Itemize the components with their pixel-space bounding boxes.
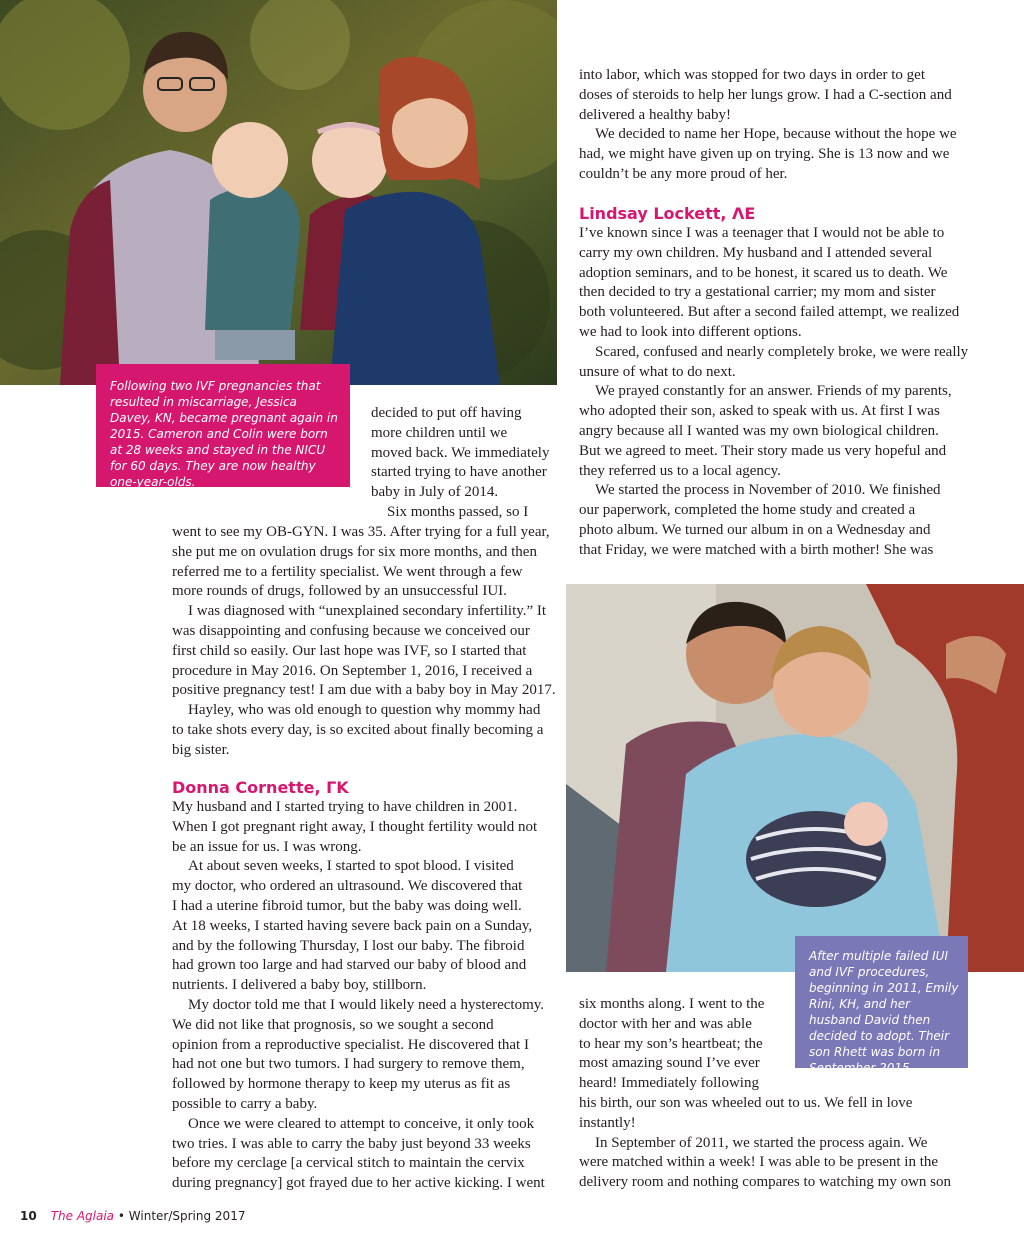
text-line: had, we might have given up on trying. She is 13 now and we [579,146,950,163]
text-line: moved back. We immediately [371,444,550,461]
text-line: during pregnancy] got frayed due to her active kicking. I went [172,1175,545,1192]
text-line: delivered a healthy baby! [579,106,732,123]
text-line: into labor, which was stopped for two days in order to get [579,67,925,83]
text-line: unsure of what to do next. [579,363,736,380]
text-line: carry my own children. My husband and I attended several [579,244,933,261]
text-line: Six months passed, so I [387,503,529,520]
text-line: his birth, our son was wheeled out to us. We fell in love [579,1095,913,1111]
left-column-donna-text [172,798,562,1194]
text-line: Hayley, who was old enough to question why mommy had [188,702,541,719]
text-line: I was diagnosed with “unexplained secondary infertility.” It [188,603,547,620]
text-line: to take shots every day, is so excited about finally becoming a [172,721,544,738]
text-line: delivery room and nothing compares to watching my own son [579,1174,952,1191]
text-line: I had a uterine fibroid tumor, but the baby was doing well. [172,897,522,914]
text-line: we had to look into different options. [579,323,802,340]
text-line: had grown too large and had starved our baby of blood and [172,957,527,974]
text-line: who adopted their son, asked to speak with us. At first I was [579,403,940,420]
text-line: our paperwork, completed the home study and created a [579,502,916,519]
text-line: We prayed constantly for an answer. Friends of my parents, [595,383,952,400]
text-line: more rounds of drugs, followed by an unsuccessful IUI. [172,583,507,600]
magazine-name: The Aglaia [50,1209,115,1223]
text-line: started trying to have another [371,464,547,481]
text-line: be an issue for us. I was wrong. [172,838,362,855]
text-line: two tries. I was able to carry the baby just beyond 33 weeks [172,1135,531,1152]
text-line: heard! Immediately following [579,1075,759,1092]
text-line: We did not like that prognosis, so we sought a second [172,1016,494,1033]
text-line: We started the process in November of 2010. We finished [595,482,941,499]
text-line: was disappointing and confusing because we conceived our [172,622,530,639]
text-line: had not one but two tumors. I had surgery to remove them, [172,1056,525,1073]
text-line: When I got pregnant right away, I thought fertility would not [172,818,538,835]
text-line: At 18 weeks, I started having severe back pain on a Sunday, [172,917,533,934]
text-line: that Friday, we were matched with a birth mother! She was [579,541,934,558]
section-heading-donna-cornette: Donna Cornette, ΓK [172,778,349,797]
left-column-text [172,523,562,761]
page-footer [20,1208,245,1224]
text-line: nutrients. I delivered a baby boy, stillborn. [172,977,427,994]
photo-caption-davey: Following two IVF pregnancies that resulted in miscarriage, Jessica Davey, KN, became pregnant again in 2015. Cameron and Colin were born at 28 weeks and stayed in the NICU for 60 days. They are now healthy one-year-olds. [96,364,350,487]
adoption-photo-illustration [566,584,1024,972]
text-line: went to see my OB-GYN. I was 35. After trying for a full year, [172,524,550,540]
family-photo-rini [566,584,1024,972]
text-line: doctor with her and was able [579,1015,752,1032]
text-line: decided to put off having [371,405,522,421]
text-line: positive pregnancy test! I am due with a baby boy in May 2017. [172,682,556,699]
text-line: doses of steroids to help her lungs grow. I had a C-section and [579,86,952,103]
text-line: to hear my son’s heartbeat; the [579,1035,763,1052]
text-line: opinion from a reproductive specialist. He discovered that I [172,1036,529,1053]
text-line: Once we were cleared to attempt to conceive, it only took [188,1115,535,1132]
text-line: I’ve known since I was a teenager that I would not be able to [579,225,945,241]
text-line: possible to carry a baby. [172,1095,318,1112]
right-column-narrow-text [579,995,789,1094]
issue-name: Winter/Spring 2017 [128,1209,246,1223]
text-line: were matched within a week! I was able to be present in the [579,1154,939,1171]
text-line: more children until we [371,424,508,441]
family-photo-illustration [0,0,557,385]
text-line: my doctor, who ordered an ultrasound. We discovered that [172,878,523,895]
right-column-lindsay-text [579,224,979,561]
text-line: At about seven weeks, I started to spot blood. I visited [188,858,514,875]
text-line: then decided to try a gestational carrier; my mom and sister [579,284,936,301]
text-line: But we agreed to meet. Their story made us very hopeful and [579,442,947,459]
text-line: and by the following Thursday, I lost our baby. The fibroid [172,937,525,954]
text-line: instantly! [579,1114,636,1131]
text-line: both volunteered. But after a second failed attempt, we realized [579,304,960,321]
text-line: baby in July of 2014. [371,484,499,501]
right-column-bottom-text [579,1094,979,1193]
text-line: Scared, confused and nearly completely broke, we were really [595,343,969,360]
text-line: My husband and I started trying to have children in 2001. [172,799,518,815]
text-line: In September of 2011, we started the process again. We [595,1134,928,1151]
family-photo-davey [0,0,557,385]
text-line: they referred us to a local agency. [579,462,781,479]
text-line: most amazing sound I’ve ever [579,1055,760,1072]
text-line: We decided to name her Hope, because without the hope we [595,126,957,143]
right-column-top-text [579,66,979,185]
photo-caption-rini: After multiple failed IUI and IVF procedures, beginning in 2011, Emily Rini, KH, and her husband David then decided to adopt. Their son Rhett was born in September 2015. [795,936,968,1068]
text-line: adoption seminars, and to be honest, it scared us to death. We [579,264,948,281]
footer-separator: • [117,1209,125,1223]
text-line: procedure in May 2016. On September 1, 2016, I received a [172,662,533,679]
text-line: big sister. [172,741,230,758]
text-line: My doctor told me that I would likely need a hysterectomy. [188,996,545,1013]
text-line: couldn’t be any more proud of her. [579,165,788,182]
text-line: followed by hormone therapy to keep my uterus as fit as [172,1076,511,1093]
text-line: referred me to a fertility specialist. We went through a few [172,563,523,580]
text-line: angry because all I wanted was my own biological children. [579,422,939,439]
text-line: before my cerclage [a cervical stitch to maintain the cervix [172,1155,525,1172]
text-line: six months along. I went to the [579,996,765,1012]
text-line: first child so easily. Our last hope was IVF, so I started that [172,642,527,659]
text-line: she put me on ovulation drugs for six more months, and then [172,543,537,560]
page-number: 10 [20,1209,37,1223]
left-column-narrow-text [371,404,561,523]
text-line: photo album. We turned our album in on a Wednesday and [579,521,931,538]
section-heading-lindsay-lockett: Lindsay Lockett, ΛE [579,204,756,223]
